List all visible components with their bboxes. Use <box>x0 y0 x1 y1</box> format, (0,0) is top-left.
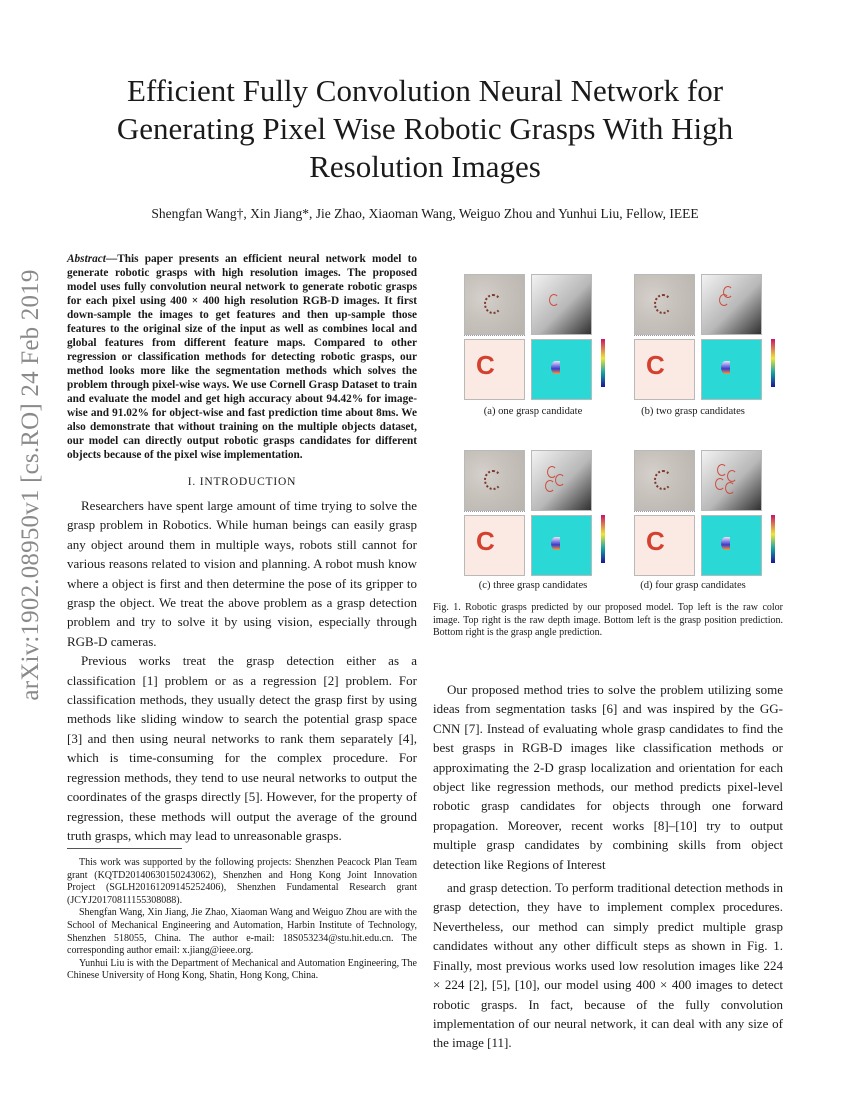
footnote-funding: This work was supported by the following projects: Shenzhen Peacock Plan Team grant (KQTD20140630150243062), Shenzhen and Hong Kong Joint Innovation Project (SGLH20161209145252406), Shenzhen Fundamental Research grant (JCYJ20170811155308088). <box>67 857 417 906</box>
subcaption-c: (c) three grasp candidates <box>478 580 588 591</box>
rgb-image <box>632 448 697 513</box>
subfigure-b <box>632 272 802 394</box>
rgb-image <box>462 272 527 337</box>
depth-image <box>529 272 594 337</box>
arxiv-id: arXiv:1902.08950v1 [cs.RO] 24 Feb 2019 <box>17 269 44 701</box>
intro-paragraph-2: Previous works treat the grasp detection either as a classification [1] problem or as a regression [2] problem. For classification methods, they usually detect the grasp first by using methods like sliding window to search the potential grasp space [3] and then using neural networks to rank them separately [4], which is time-consuming for the complex procedure. For regression methods, they tend to use neural networks to output the coordinates of the grasps directly [5]. However, for the property of regression, these methods will output the average of the ground truth grasps, which may lead to unreasonable grasps. <box>67 653 417 843</box>
position-map: C <box>632 513 697 578</box>
paper-title: Efficient Fully Convolution Neural Network for Generating Pixel Wise Robotic Grasps With High Resolution Images <box>116 73 734 184</box>
right-column-text <box>433 680 783 1053</box>
rgb-image <box>632 272 697 337</box>
abstract-label: Abstract <box>67 253 106 265</box>
rgb-image <box>462 448 527 513</box>
angle-map <box>529 337 605 402</box>
angle-map <box>699 513 775 578</box>
subcaption-b: (b) two grasp candidates <box>641 406 745 417</box>
angle-map <box>699 337 775 402</box>
section-heading-introduction: I. INTRODUCTION <box>187 476 297 488</box>
subfigure-d <box>632 448 802 570</box>
position-map: C <box>462 513 527 578</box>
left-column <box>67 252 417 845</box>
footnote-liu: Yunhui Liu is with the Department of Mechanical and Automation Engineering, The Chinese University of Hong Kong, Shatin, Hong Kong, China. <box>67 957 417 982</box>
footnote-affiliation: Shengfan Wang, Xin Jiang, Jie Zhao, Xiaoman Wang and Weiguo Zhou are with the School of Mechanical Engineering and Automation, Harbin Institute of Technology, Shenzhen 518055, China. The author e-mail: 18S053234@stu.hit.edu.cn. The corresponding author email: x.jiang@ieee.org. <box>67 907 417 957</box>
position-map: C <box>462 337 527 402</box>
subfigure-c <box>462 448 632 570</box>
footnote-rule <box>67 848 182 849</box>
arxiv-stamp <box>16 269 46 701</box>
body-paragraph-1: Our proposed method tries to solve the problem utilizing some ideas from segmentation tasks [6] and was inspired by the GG-CNN [7]. Instead of evaluating whole grasp candidates to find the best grasps in RGB-D images like classification methods or approximating the 2-D grasp localization and orientation for each object like regression methods, our method predicts pixel-level robotic grasp candidates for objects through one forward propagation. Moreover, recent works [8]–[10] try to output multiple grasp candidates by combining skills from object detection like Regions of Interest <box>433 682 783 872</box>
footnotes <box>67 857 417 983</box>
subcaption-d: (d) four grasp candidates <box>640 580 746 591</box>
angle-map <box>529 513 605 578</box>
position-map: C <box>632 337 697 402</box>
depth-image <box>529 448 594 513</box>
intro-paragraph-1: Researchers have spent large amount of time trying to solve the grasp problem in Robotics. While human beings can easily grasp any object around them in multiple ways, robots still cannot for various reasons related to vision and planning. A robot mush know where a object is first and then determine the pose of its gripper to grasp the object. We treat the above problem as a grasp detection problem and try to solve it by using vision, especially through RGB-D cameras. <box>67 498 417 649</box>
subcaption-a: (a) one grasp candidate <box>483 406 583 417</box>
abstract <box>67 252 417 462</box>
figure-caption: Fig. 1. Robotic grasps predicted by our proposed model. Top left is the raw color image. Top right is the raw depth image. Bottom left is the grasp position prediction. Bottom right is the grasp angle prediction. <box>433 602 783 639</box>
body-paragraph-2: and grasp detection. To perform traditional detection methods in grasp detection, they have to implement complex procedures. Nevertheless, our method can simply predict multiple grasp candidates without any other difficult steps as shown in Fig. 1. Finally, most previous works used low resolution images like 224 × 224 [2], [5], [10], our model using 400 × 400 images to detect robotic grasps. In fact, because of the fully convolution implementation of our neural network, it can deal with any size of the image [11]. <box>433 880 783 1051</box>
abstract-text: —This paper presents an efficient neural network model to generate robotic grasps with high resolution images. The proposed model uses fully convolution neural network to generate robotic grasps for each pixel using 400 × 400 high resolution RGB-D images. It first down-sample the images to get features and then up-sample those features to the original size of the input as well as combines local and global features from different feature maps. Compared to other regression or classification methods for detecting robotic grasps, our method looks more like the segmentation methods which solves the problem through pixel-wise ways. We use Cornell Grasp Dataset to train and evaluate the model and get high accuracy about 94.42% for image-wise and 91.02% for object-wise and fast prediction time about 8ms. We also demonstrate that without training on the multiple objects dataset, our model can directly output robotic grasps candidates for different objects because of the pixel wise implementation. <box>67 253 417 461</box>
depth-image <box>699 448 764 513</box>
author-list: Shengfan Wang†, Xin Jiang*, Jie Zhao, Xiaoman Wang, Weiguo Zhou and Yunhui Liu, Fellow, IEEE <box>151 206 699 221</box>
depth-image <box>699 272 764 337</box>
subfigure-a <box>462 272 632 394</box>
